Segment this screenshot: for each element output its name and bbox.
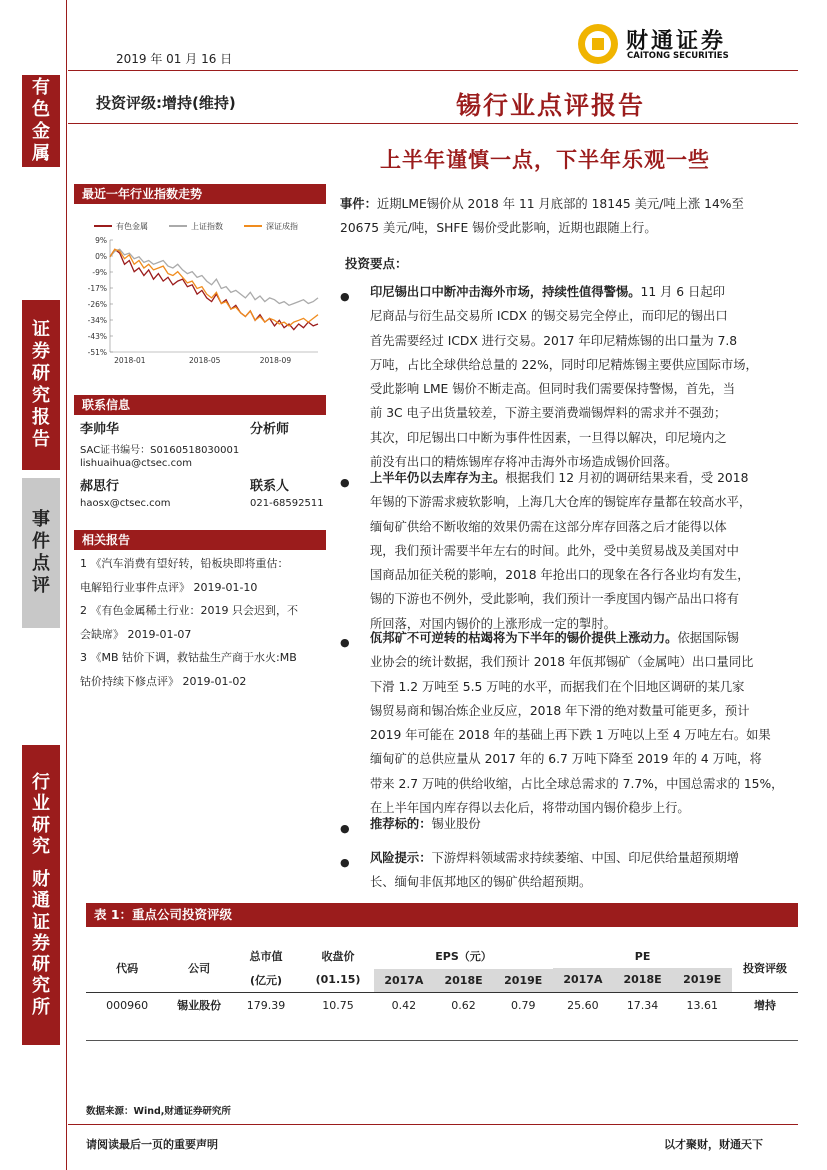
col-header-year: 2019E xyxy=(493,968,553,992)
col-header-year: 2017A xyxy=(553,968,613,992)
report-date: 2019 年 01 月 16 日 xyxy=(116,52,233,66)
bullet-point: ● 推荐标的：锡业股份 xyxy=(340,812,800,836)
cell-mcap: 179.39 xyxy=(246,998,286,1012)
col-header-year: 2018E xyxy=(434,968,494,992)
col-header-rating: 投资评级 xyxy=(743,961,788,975)
y-tick-label: -9% xyxy=(92,268,107,277)
analyst-cert: SAC证书编号：S0160518030001 xyxy=(80,445,240,456)
bullet-icon: ● xyxy=(340,636,350,649)
cell-eps: 0.42 xyxy=(391,998,417,1012)
col-header-code: 代码 xyxy=(116,961,139,975)
sidebar-industry: 有 色 金 属 xyxy=(22,75,60,167)
cell-eps: 0.79 xyxy=(510,998,536,1012)
contact-phone: 021-68592511 xyxy=(250,498,324,509)
series-line xyxy=(110,249,318,329)
y-tick-label: -43% xyxy=(87,332,107,341)
legend-label: 有色金属 xyxy=(116,222,148,231)
related-section-title: 相关报告 xyxy=(74,530,326,550)
cell-eps: 0.62 xyxy=(451,998,476,1012)
legend-label: 上证指数 xyxy=(191,222,223,231)
data-source: 数据来源：Wind,财通证券研究所 xyxy=(86,1106,231,1117)
bullet-point: ● 风险提示：下游焊料领域需求持续萎缩、中国、印尼供给量超预期增 长、缅甸非佤邦地区的锡矿供给超预期。 xyxy=(340,851,739,890)
x-tick-label: 2018-05 xyxy=(189,356,221,365)
logo-cn: 财通证券 xyxy=(626,29,727,54)
left-divider xyxy=(66,0,67,1170)
logo-coin-icon xyxy=(576,22,620,66)
sidebar-research-institute: 行 业 研 究 财 通 证 券 研 究 所 xyxy=(22,745,60,1045)
col-header-mcap-unit: (亿元) xyxy=(249,973,283,987)
rating-rule xyxy=(68,123,798,124)
bullet-point: ● 佤邦矿不可逆转的枯竭将为下半年的锡价提供上涨动力。依据国际锡 业协会的统计数据，我们预计 2018 年佤邦锡矿（金属吨）出口量同比 下滑 1.2 万吨至 5.5 万吨的水平，而据我们在个旧地区调研的某几家 锡贸易商和锡冶炼企业反应，2018 年下滑的绝对数量可能更多，预计 2019 年可能在 2018 年的基础上再下跌 1 万吨以上至 4 万吨左右。如果 缅甸矿的总供应量从 2017 年的 6.7 万吨下降至 2019 年的 4 万吨，将 带来 2.7 万吨的供给收缩，占比全球总需求的 7.7%，中国总需求的 15%， 在上半年国内库存得以去化后，将带动国内锡价稳步上行。 xyxy=(340,631,784,816)
series-line xyxy=(110,249,318,326)
points-title: 投资要点： xyxy=(345,256,408,271)
contact-role: 联系人 xyxy=(250,479,290,494)
contacts-section-title: 联系信息 xyxy=(74,395,326,415)
sidebar-report-kind: 证 券 研 究 报 告 xyxy=(22,300,60,470)
related-reports-list xyxy=(80,552,330,693)
col-header-close: 收盘价 xyxy=(321,950,355,963)
analyst-name: 李帅华 xyxy=(80,422,120,437)
table-bottom-rule xyxy=(86,1040,798,1041)
col-header-year: 2017A xyxy=(374,968,434,992)
y-tick-label: 0% xyxy=(95,252,107,261)
related-report-item[interactable]: 1 《汽车消费有望好转，铅板块即将重估： 电解铅行业事件点评》 2019-01-10 xyxy=(80,557,289,594)
analyst-role: 分析师 xyxy=(250,422,290,437)
col-header-year: 2019E xyxy=(672,968,732,992)
x-tick-label: 2018-01 xyxy=(114,356,146,365)
logo-en: CAITONG SECURITIES xyxy=(627,51,729,61)
bullet-icon: ● xyxy=(340,476,350,489)
cell-close: 10.75 xyxy=(322,998,354,1012)
headline: 上半年谨慎一点，下半年乐观一些 xyxy=(380,148,710,172)
col-header-company: 公司 xyxy=(188,961,211,975)
bullet-point: ● 印尼锡出口中断冲击海外市场，持续性值得警惕。11 月 6 日起印 尼商品与衍生品交易所 ICDX 的锡交易完全停止，而印尼的锡出口 首先需要经过 ICDX 进行交易。2017 年印尼精炼锡的出口量为 7.8 万吨，占比全球供给总量的 22%，同时印尼精炼锡主要供应国际市场， 受此影响 LME 锡价不断走高。但同时我们需要保持警惕，首先，当 前 3C 电子出货量较差，下游主要消费端锡焊料的需求并不强劲； 其次，印尼锡出口中断为事件性因素，一旦得以解决，印尼境内之 前没有出口的精炼锡库存将冲击海外市场造成锡价回落。 xyxy=(340,285,758,470)
bullet-icon: ● xyxy=(340,856,350,869)
cell-code: 000960 xyxy=(106,998,149,1012)
bullet-icon: ● xyxy=(340,822,350,835)
col-header-close-date: (01.15) xyxy=(315,973,361,987)
y-tick-label: 9% xyxy=(95,236,107,245)
col-header-pe: PE xyxy=(634,949,651,963)
col-header-year: 2018E xyxy=(613,968,673,992)
contact-email: haosx@ctsec.com xyxy=(80,498,171,509)
table-row xyxy=(86,992,798,1018)
y-tick-label: -51% xyxy=(87,348,107,357)
y-tick-label: -26% xyxy=(87,300,107,309)
company-logo xyxy=(576,22,776,66)
report-type: 锡行业点评报告 xyxy=(456,91,646,120)
col-header-mcap: 总市值 xyxy=(249,950,283,963)
header-rule xyxy=(68,70,798,71)
footer-rule xyxy=(68,1124,798,1125)
disclaimer-note: 请阅读最后一页的重要声明 xyxy=(86,1138,218,1151)
chart-section-title: 最近一年行业指数走势 xyxy=(74,184,326,204)
bullet-icon: ● xyxy=(340,290,350,303)
slogan: 以才聚财，财通天下 xyxy=(664,1138,763,1151)
event-paragraph: 事件：近期LME锡价从 2018 年 11 月底部的 18145 美元/吨上涨 14%至 20675 美元/吨，SHFE 锡价受此影响，近期也跟随上行。 xyxy=(340,197,744,236)
legend-label: 深证成指 xyxy=(266,222,298,231)
x-tick-label: 2018-09 xyxy=(259,356,292,365)
table-title: 表 1：重点公司投资评级 xyxy=(86,903,798,927)
industry-index-chart xyxy=(74,210,326,375)
bullet-point: ● 上半年仍以去库存为主。根据我们 12 月初的调研结果来看，受 2018 年锡的下游需求疲软影响，上海几大仓库的锡锭库存量都在较高水平， 缅甸矿供给不断收缩的效果仍需在这部分库存回落之后才能得以体 现，我们预计需要半年左右的时间。此外，受中美贸易战及美国对中 国商品加征关税的影响，2018 年抢出口的现象在各行各业均有发生， 锡的下游也不例外，受此影响，我们预计一季度国内锡产品出口将有 所回落，对国内锡价的上涨形成一定的掣肘。 xyxy=(340,471,752,631)
col-header-eps: EPS（元） xyxy=(374,944,553,968)
related-report-item[interactable]: 3 《MB 钴价下调，救钴盐生产商于水火:MB 钴价持续下修点评》 2019-01-02 xyxy=(80,651,297,688)
cell-pe: 17.34 xyxy=(626,998,659,1012)
cell-company: 锡业股份 xyxy=(177,999,222,1013)
investment-rating: 投资评级:增持(维持) xyxy=(96,94,236,112)
company-rating-table xyxy=(86,944,798,1018)
cell-rating: 增持 xyxy=(754,999,777,1013)
y-tick-label: -34% xyxy=(87,316,107,325)
analyst-email: lishuaihua@ctsec.com xyxy=(80,458,192,469)
related-report-item[interactable]: 2 《有色金属稀土行业：2019 只会迟到，不 会缺席》 2019-01-07 xyxy=(80,604,298,641)
sidebar-event-comment: 事 件 点 评 xyxy=(22,478,60,628)
cell-pe: 13.61 xyxy=(686,998,718,1012)
y-tick-label: -17% xyxy=(87,284,107,293)
cell-pe: 25.60 xyxy=(567,998,599,1012)
contact-name: 郝思行 xyxy=(80,479,120,494)
